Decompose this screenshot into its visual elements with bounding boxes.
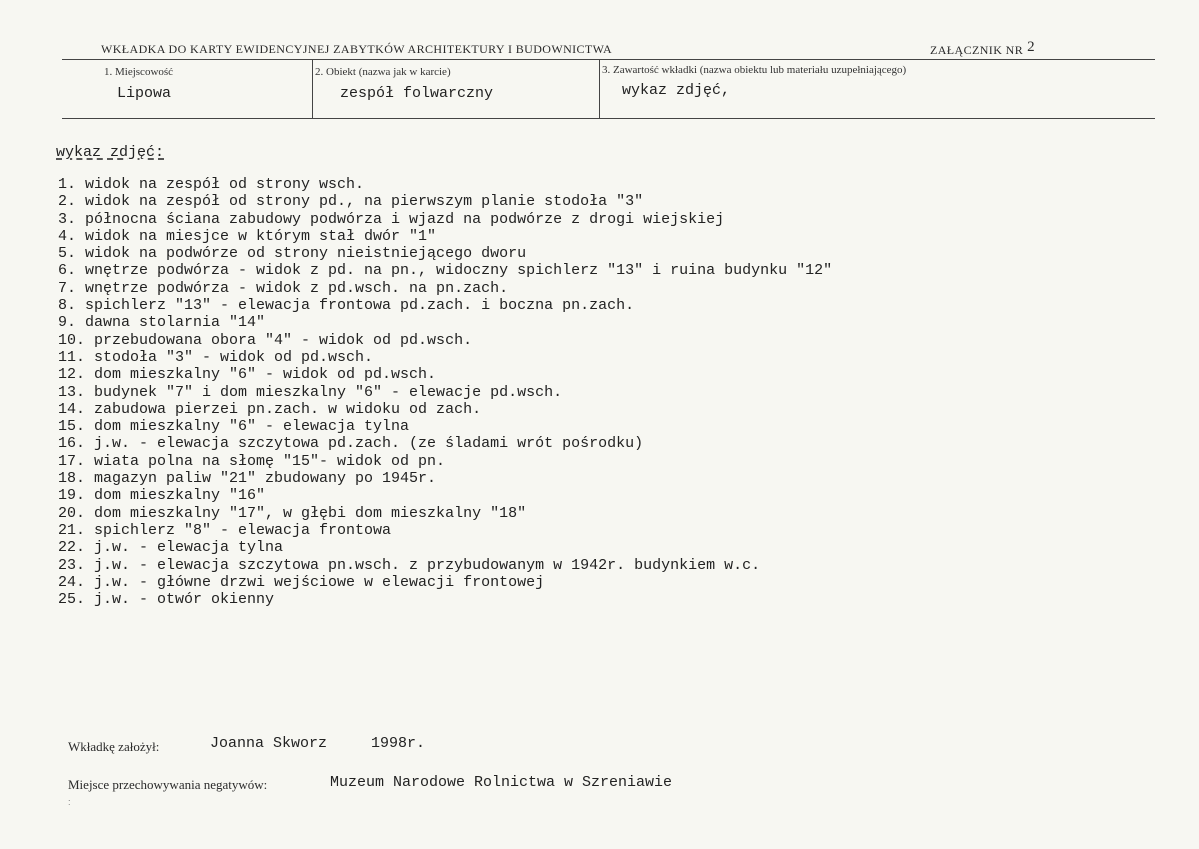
- photo-list-heading: wykaz zdjęć:: [56, 144, 165, 161]
- list-item: 13. budynek "7" i dom mieszkalny "6" - elewacje pd.wsch.: [58, 383, 563, 401]
- list-item: 25. j.w. - otwór okienny: [58, 591, 275, 609]
- list-item: 20. dom mieszkalny "17", w głębi dom mieszkalny "18": [58, 504, 527, 522]
- list-item: 21. spichlerz "8" - elewacja frontowa: [58, 521, 392, 539]
- list-item: 24. j.w. - główne drzwi wejściowe w elewacji frontowej: [58, 573, 545, 591]
- form-title: WKŁADKA DO KARTY EWIDENCYJNEJ ZABYTKÓW ARCHITEKTURY I BUDOWNICTWA: [101, 42, 613, 56]
- author-name: Joanna Skworz: [210, 735, 328, 752]
- storage-value: Muzeum Narodowe Rolnictwa w Szreniawie: [330, 774, 673, 791]
- header-top-rule: [62, 59, 1155, 60]
- list-item: 2. widok na zespół od strony pd., na pierwszym planie stodoła "3": [58, 193, 644, 211]
- header-bottom-rule: [62, 118, 1155, 119]
- storage-label: Miejsce przechowywania negatywów:: [68, 777, 268, 792]
- list-item: 3. północna ściana zabudowy podwórza i wjazd na podwórze z drogi wiejskiej: [58, 210, 725, 228]
- attachment-number: [930, 39, 1036, 59]
- list-item: 17. wiata polna na słomę "15"- widok od pn.: [58, 452, 446, 470]
- list-item: 4. widok na miesjce w którym stał dwór "1": [58, 227, 437, 245]
- object-label: 2. Obiekt (nazwa jak w karcie): [315, 66, 451, 78]
- author-label: Wkładkę założył:: [68, 739, 160, 754]
- list-item: 10. przebudowana obora "4" - widok od pd.wsch.: [58, 331, 473, 349]
- list-item: 8. spichlerz "13" - elewacja frontowa pd.zach. i boczna pn.zach.: [58, 297, 635, 315]
- list-item: 18. magazyn paliw "21" zbudowany po 1945r.: [58, 470, 437, 488]
- column-divider-1: [312, 59, 313, 119]
- list-item: 14. zabudowa pierzei pn.zach. w widoku od zach.: [58, 400, 482, 418]
- attachment-number-value: 2: [1027, 39, 1036, 55]
- list-item: 7. wnętrze podwórza - widok z pd.wsch. na pn.zach.: [58, 279, 509, 297]
- list-item: 6. wnętrze podwórza - widok z pd. na pn., widoczny spichlerz "13" i ruina budynku "12": [58, 262, 833, 280]
- object-value: zespół folwarczny: [340, 85, 494, 102]
- list-item: 11. stodoła "3" - widok od pd.wsch.: [58, 348, 374, 366]
- list-item: 22. j.w. - elewacja tylna: [58, 539, 284, 557]
- author-year: 1998r.: [371, 735, 426, 752]
- column-divider-2: [599, 59, 600, 119]
- contents-value: wykaz zdjęć,: [622, 82, 731, 99]
- location-label: 1. Miejscowość: [104, 66, 174, 78]
- list-item: 15. dom mieszkalny "6" - elewacja tylna: [58, 418, 410, 436]
- list-item: 19. dom mieszkalny "16": [58, 487, 266, 505]
- list-item: 9. dawna stolarnia "14": [58, 314, 266, 332]
- list-item: 23. j.w. - elewacja szczytowa pn.wsch. z przybudowanym w 1942r. budynkiem w.c.: [58, 556, 761, 574]
- list-item: 12. dom mieszkalny "6" - widok od pd.wsch.: [58, 366, 437, 384]
- scan-mark: :: [68, 797, 71, 807]
- list-item: 16. j.w. - elewacja szczytowa pd.zach. (ze śladami wrót pośrodku): [58, 435, 644, 453]
- list-item: 1. widok na zespół od strony wsch.: [58, 176, 365, 193]
- photo-list: [58, 176, 832, 608]
- location-value: Lipowa: [117, 85, 172, 102]
- attachment-label: ZAŁĄCZNIK NR: [930, 43, 1024, 57]
- contents-label: 3. Zawartość wkładki (nazwa obiektu lub materiału uzupełniającego): [602, 64, 907, 76]
- list-item: 5. widok na podwórze od strony nieistniejącego dworu: [58, 245, 527, 263]
